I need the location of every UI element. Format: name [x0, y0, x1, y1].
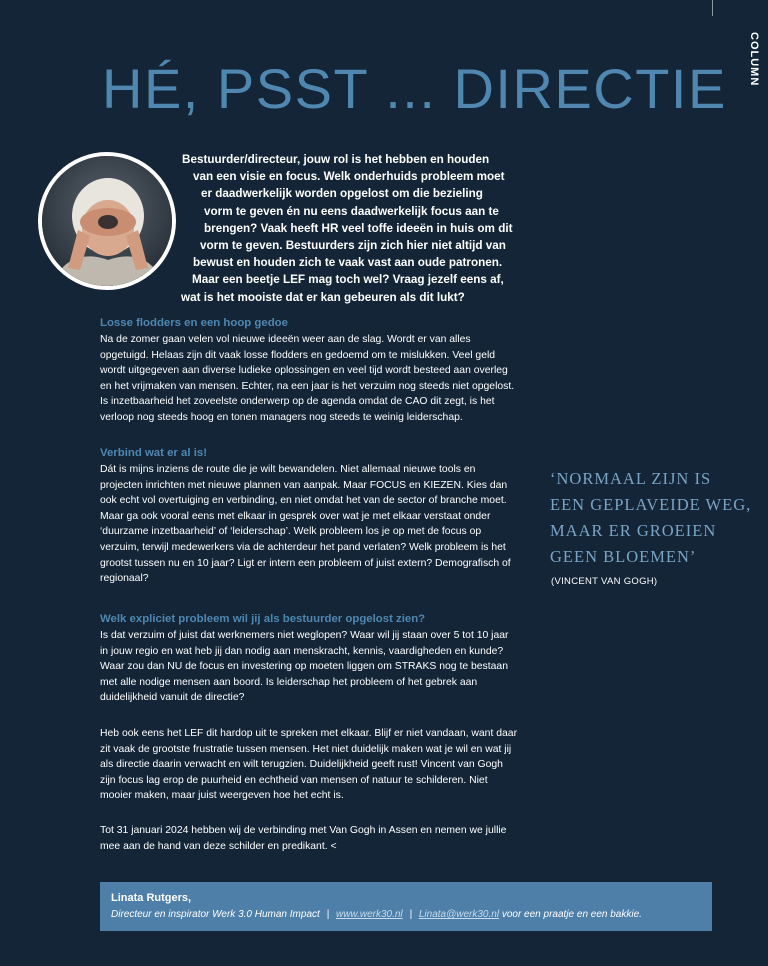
quote-line: GEEN BLOEMEN’ [550, 547, 697, 566]
text-line: Dát is mijns inziens de route die je wilt bewandelen. Niet allemaal nieuwe tools en [100, 464, 476, 475]
text-line: verloop nog steeds hoog en tonen managers nog steeds te weinig leiderschap. [100, 411, 463, 423]
text-line: in jouw regio en wat heb jij dan nodig aan menskracht, kennis, vaardigheden en kunde? [100, 645, 504, 657]
text-line: als directie daarin verwacht en wilt terugzien. Duidelijkheid geeft rust! Vincent van Gogh [100, 759, 503, 771]
intro-line: er daadwerkelijk worden opgelost om die bezieling [201, 187, 483, 201]
intro-line: vorm te geven. Bestuurders zijn zich hier niet altijd van [200, 239, 506, 253]
text-line: ook echt vol overtuiging en verbinding, en niet omdat het van de sector of branche moet. [100, 495, 507, 507]
text-line: Na de zomer gaan velen vol nieuwe ideeën weer aan de slag. Wordt er van alles [100, 334, 471, 345]
email-link[interactable]: Linata@werk30.nl [418, 909, 500, 920]
section-heading: Welk expliciet probleem wil jij als bestuurder opgelost zien? [100, 613, 426, 625]
text-line: Maar ga ook vooral eens met elkaar in gesprek over wat je met elkaar verstaat onder [100, 510, 491, 522]
author-role: Directeur en inspirator Werk 3.0 Human Impact [111, 909, 320, 920]
pull-quote [550, 466, 760, 570]
text-line: zit vaak de grootste frustratie tussen mensen. Het niet duidelijk maken wat je wil en wat jij [100, 743, 512, 755]
text-line: mee aan de hand van deze schilder en predikant. < [100, 840, 337, 852]
paragraph-closing [100, 823, 530, 854]
section-body [100, 332, 530, 426]
intro-line: Bestuurder/directeur, jouw rol is het hebben en houden [182, 153, 490, 166]
text-line: grootst tussen nu en 10 jaar? Ligt er intern een probleem of juist extern? Demografisch of [100, 557, 511, 569]
quote-author: (VINCENT VAN GOGH) [551, 576, 658, 587]
quote-line: ‘NORMAAL ZIJN IS [550, 469, 712, 488]
section-body [100, 462, 530, 587]
text-line: wordt uitgegeven aan diverse ludieke oplossingen en veel tijd wordt besteed aan overleg [100, 365, 508, 377]
author-name: Linata Rutgers, [111, 892, 192, 904]
text-line: Tot 31 januari 2024 hebben wij de verbinding met Van Gogh in Assen en nemen we jullie [100, 825, 507, 836]
text-line: projecten inrichten met nieuwe plannen van aanpak. Maar FOCUS en KIEZEN. Kies dan [100, 479, 508, 491]
section-heading: Losse flodders en een hoop gedoe [100, 317, 288, 329]
intro-line: van een visie en focus. Welk onderhuids probleem moet [193, 170, 505, 184]
text-line: en het vrijmaken van mensen. Echter, na een jaar is het verzuim nog steeds niet opgelost. [100, 380, 515, 392]
website-link[interactable]: www.werk30.nl [335, 909, 403, 920]
section-heading: Verbind wat er al is! [100, 447, 207, 459]
text-line: Heb ook eens het LEF dit hardop uit te spreken met elkaar. Blijf er niet vandaan, want daar [100, 728, 518, 739]
text-line: Waar zou dan NU de focus en investering op moeten liggen om STRAKS nog te bestaan [100, 661, 508, 673]
quote-line: MAAR ER GROEIEN [550, 521, 717, 540]
quote-line: EEN GEPLAVEIDE WEG, [550, 495, 752, 514]
author-footer [100, 882, 712, 931]
text-line: met alle nodige mensen aan boord. Is leiderschap het probleem of het gebrek aan [100, 676, 478, 688]
footer-suffix: voor een praatje en een bakkie. [501, 909, 642, 920]
page-title: HÉ, PSST ... DIRECTIE [102, 57, 727, 120]
top-divider [712, 0, 713, 16]
paragraph-lef [100, 726, 530, 804]
author-portrait [38, 152, 176, 290]
text-line: Is inzetbaarheid het zoveelste onderwerp op de agenda omdat de CAO dit zegt, is het [100, 396, 495, 408]
text-line: duidelijkheid vanuit de directie? [100, 692, 245, 704]
text-line: mooier maken, maar juist weergeven hoe het echt is. [100, 790, 344, 802]
author-info [111, 909, 642, 920]
text-line: zijn focus lag erop de puurheid en echtheid van mensen of natuur te schilderen. Niet [100, 774, 488, 786]
text-line: regionaal? [100, 573, 149, 585]
intro-line: vorm te geven én nu eens daadwerkelijk focus aan te [204, 204, 499, 218]
separator: | [409, 909, 413, 920]
portrait-photo [42, 156, 172, 286]
intro-line: brengen? Vaak heeft HR veel toffe ideeën in huis om dit [204, 221, 513, 235]
section-label: COLUMN [748, 32, 760, 87]
text-line: verzuim, terwijl medewerkers via de achterdeur het pand verlaten? Welk probleem is het [100, 541, 506, 553]
text-line: ‘duurzame inzetbaarheid’ of ‘leiderschap’. Welk probleem los je op met de focus op [100, 526, 482, 538]
text-line: Is dat verzuim of juist dat werknemers niet weglopen? Waar wil jij staan over 5 tot 10 jaar [100, 630, 509, 641]
intro-text [172, 151, 522, 306]
text-line: opgetuigd. Helaas zijn dit vaak losse flodders en gedoemd om te mislukken. Veel geld [100, 349, 496, 361]
intro-line: Maar een beetje LEF mag toch wel? Vraag jezelf eens af, [192, 273, 504, 287]
separator: | [326, 909, 330, 920]
intro-line: wat is het mooiste dat er kan gebeuren als dit lukt? [181, 290, 465, 304]
intro-line: bewust en houden zich te vaak vast aan oude patronen. [193, 256, 503, 270]
section-body [100, 628, 530, 706]
